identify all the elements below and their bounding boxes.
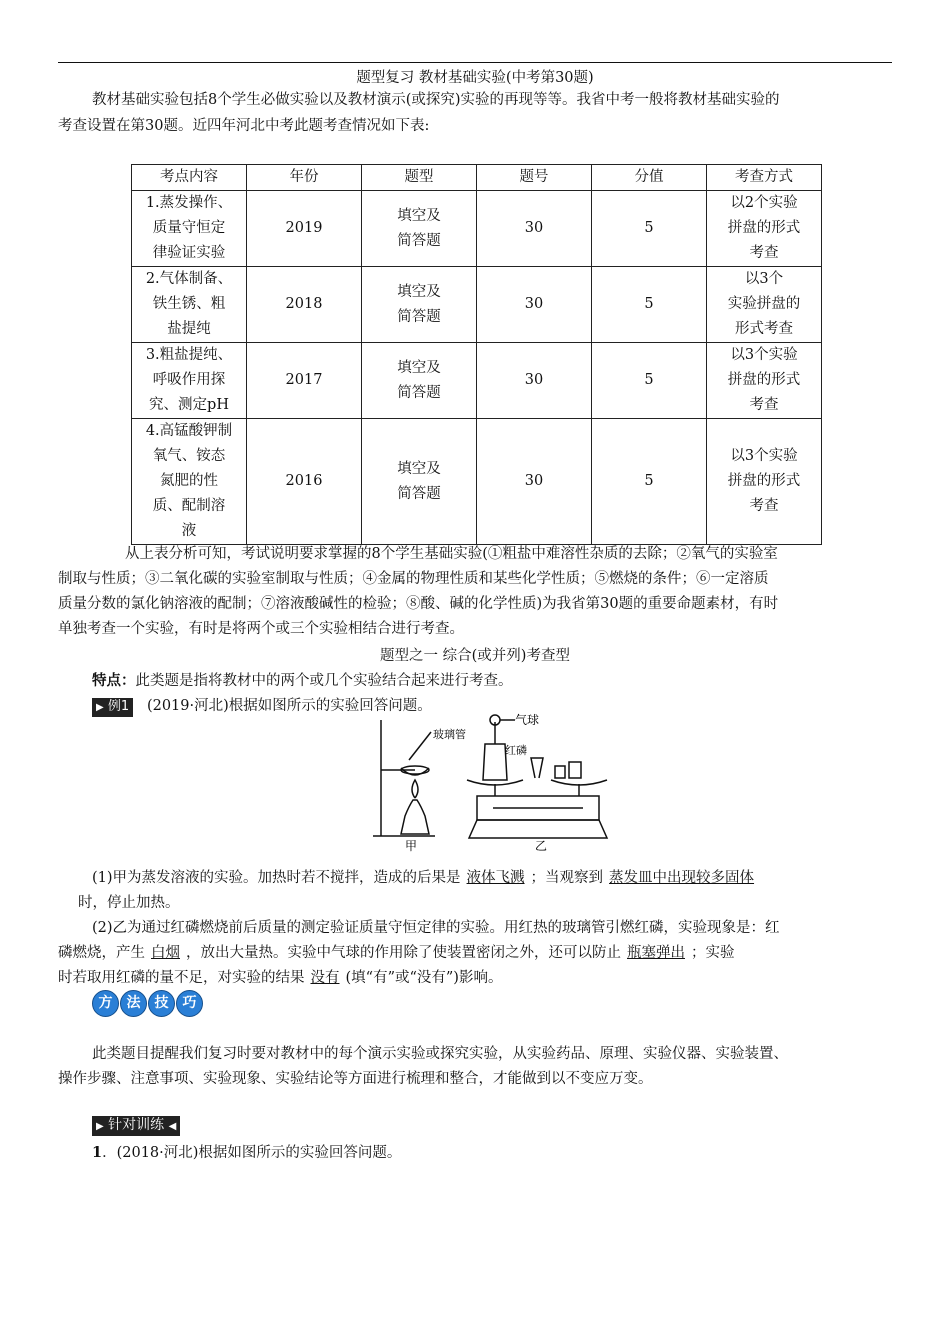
table-header-row xyxy=(132,165,822,191)
question-1: (1)甲为蒸发溶液的实验。加热时若不搅拌，造成的后果是 液体飞溅 ；当观察到 蒸发皿中出现较多固体 xyxy=(92,866,892,891)
label-glass-tube: 玻璃管 xyxy=(433,729,466,741)
tips-badge: 方 法 技 巧 xyxy=(92,990,203,1018)
cell-year: 2018 xyxy=(247,267,362,343)
cell-content: 2.气体制备、 铁生锈、粗 盐提纯 xyxy=(132,267,247,343)
intro-line-2: 考查设置在第30题。近四年河北中考此题考查情况如下表: xyxy=(58,118,430,134)
cell-number: 30 xyxy=(477,419,592,545)
example-tag: ▶ 例1 xyxy=(92,698,133,717)
cell-type: 填空及 简答题 xyxy=(362,267,477,343)
cell-method: 以3个实验 拼盘的形式 考查 xyxy=(707,343,822,419)
label-jia: 甲 xyxy=(405,839,418,852)
balance-base xyxy=(469,820,607,838)
label-yi: 乙 xyxy=(535,839,548,852)
analysis-line-3: 质量分数的氯化钠溶液的配制；⑦溶液酸碱性的检验；⑧酸、碱的化学性质)为我省第30题的重要命题素材，有时 xyxy=(58,596,779,612)
question-2-line-3: 时若取用红磷的量不足，对实验的结果 没有 (填“有”或“没有”)影响。 xyxy=(58,970,503,986)
label-balloon: 气球 xyxy=(515,713,540,727)
feature-text: 此类题是指将教材中的两个或几个实验结合起来进行考查。 xyxy=(135,673,513,689)
cell-year: 2016 xyxy=(247,419,362,545)
question-1-cont: 时，停止加热。 xyxy=(58,891,892,916)
answer-blank: 蒸发皿中出现较多固体 xyxy=(609,870,755,886)
cell-score: 5 xyxy=(592,267,707,343)
th-method: 考查方式 xyxy=(707,165,822,191)
analysis-line-4: 单独考查一个实验，有时是将两个或三个实验相结合进行考查。 xyxy=(58,621,464,637)
cell-method: 以3个实验 拼盘的形式 考查 xyxy=(707,419,822,545)
tips-line-2: 操作步骤、注意事项、实验现象、实验结论等方面进行梳理和整合，才能做到以不变应万变。 xyxy=(58,1071,653,1087)
weight-large xyxy=(569,762,581,778)
analysis-line-1: 从上表分析可知，考试说明要求掌握的8个学生基础实验(①粗盐中难溶性杂质的去除；②氧气的实验室 xyxy=(125,546,778,562)
cell-content: 3.粗盐提纯、 呼吸作用探 究、测定pH xyxy=(132,343,247,419)
cell-score: 5 xyxy=(592,191,707,267)
tips-line-1: 此类题目提醒我们复习时要对教材中的每个演示实验或探究实验，从实验药品、原理、实验仪器、实验装置、 xyxy=(92,1046,788,1062)
th-content: 考点内容 xyxy=(132,165,247,191)
th-type: 题型 xyxy=(362,165,477,191)
question-2-line-2: 磷燃烧，产生 白烟 ，放出大量热。实验中气球的作用除了使装置密闭之外，还可以防止 瓶塞弹出 ；实验 xyxy=(58,945,735,961)
feature-label: 特点： xyxy=(92,672,136,689)
cell-score: 5 xyxy=(592,343,707,419)
cell-type: 填空及 简答题 xyxy=(362,191,477,267)
question-2-line-1: (2)乙为通过红磷燃烧前后质量的测定验证质量守恒定律的实验。用红热的玻璃管引燃红磷，实验现象是：红 xyxy=(92,920,780,936)
table-row xyxy=(132,191,822,267)
header-rule xyxy=(58,62,892,63)
back-icon: ◀ xyxy=(168,1121,177,1132)
glass-rod xyxy=(409,732,431,760)
play-icon: ▶ xyxy=(96,702,104,713)
answer-blank: 液体飞溅 xyxy=(466,870,525,886)
exam-table xyxy=(131,164,822,545)
practice-tag: ▶ 针对训练 ◀ xyxy=(92,1116,180,1136)
cell-number: 30 xyxy=(477,191,592,267)
play-icon: ▶ xyxy=(96,1121,104,1132)
weight-small xyxy=(555,766,565,778)
cell-content: 1.蒸发操作、 质量守恒定 律验证实验 xyxy=(132,191,247,267)
feature-line xyxy=(92,668,892,694)
cell-type: 填空及 简答题 xyxy=(362,343,477,419)
table-row xyxy=(132,267,822,343)
analysis-line-2: 制取与性质；③二氧化碳的实验室制取与性质；④金属的物理性质和某些化学性质；⑤燃烧的条件；⑥一定溶质 xyxy=(58,571,769,587)
practice-question: 1．(2018·河北)根据如图所示的实验回答问题。 xyxy=(92,1144,402,1161)
page-title: 题型复习 教材基础实验(中考第30题) xyxy=(356,70,594,86)
cell-content: 4.高锰酸钾制 氧气、铵态 氮肥的性 质、配制溶 液 xyxy=(132,419,247,545)
cell-year: 2017 xyxy=(247,343,362,419)
cell-number: 30 xyxy=(477,343,592,419)
experiment-figure xyxy=(365,712,615,852)
answer-blank-tail xyxy=(58,895,78,911)
cell-type: 填空及 简答题 xyxy=(362,419,477,545)
table-row xyxy=(132,343,822,419)
cell-year: 2019 xyxy=(247,191,362,267)
th-year: 年份 xyxy=(247,165,362,191)
intro-line-1: 教材基础实验包括8个学生必做实验以及教材演示(或探究)实验的再现等等。我省中考一般将教材基础实验的 xyxy=(92,92,780,108)
answer-blank: 没有 xyxy=(310,970,340,986)
th-number: 题号 xyxy=(477,165,592,191)
example-text: (2019·河北)根据如图所示的实验回答问题。 xyxy=(146,698,432,714)
conical-flask xyxy=(483,744,507,780)
answer-blank: 白烟 xyxy=(151,945,180,961)
cell-score: 5 xyxy=(592,419,707,545)
cell-method: 以3个 实验拼盘的 形式考查 xyxy=(707,267,822,343)
cell-number: 30 xyxy=(477,267,592,343)
flame-icon xyxy=(412,780,418,798)
th-score: 分值 xyxy=(592,165,707,191)
alcohol-lamp xyxy=(401,800,429,834)
table-row xyxy=(132,419,822,545)
cell-method: 以2个实验 拼盘的形式 考查 xyxy=(707,191,822,267)
answer-blank: 瓶塞弹出 xyxy=(627,945,685,961)
funnel-stand xyxy=(531,758,543,778)
label-red-phosphorus: 红磷 xyxy=(505,745,527,757)
section-title: 题型之一 综合(或并列)考查型 xyxy=(380,648,570,664)
